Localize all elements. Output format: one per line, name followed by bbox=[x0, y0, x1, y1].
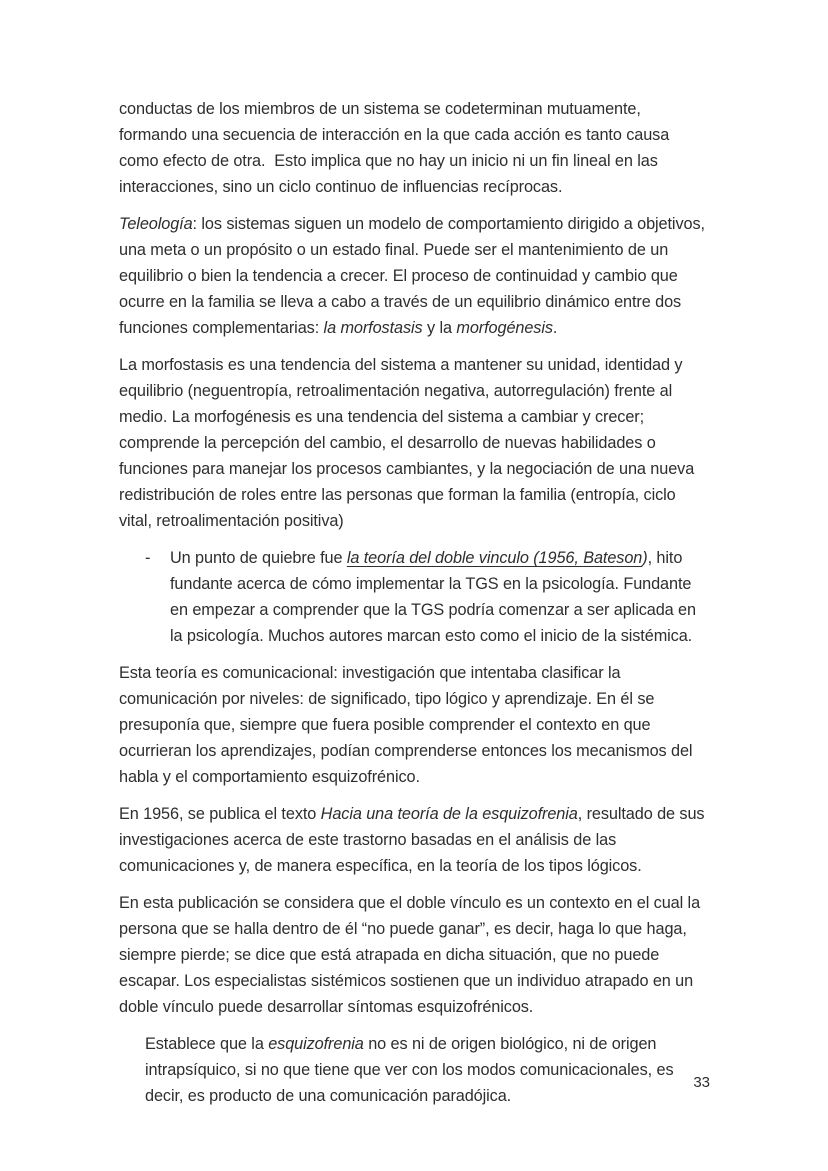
text-run: . bbox=[552, 319, 558, 337]
paragraph-publicacion-1956 bbox=[119, 801, 711, 879]
text-run: La morfostasis es una tendencia del sistema a mantener su unidad, identidad y equilibrio (neguentropía, retroalimentación negativa, autorregulación) frente al medio. La morfogénesis es una tendencia del sistema a cambiar y crecer; comprende la percepción del cambio, el desarrollo de nuevas habilidades o funciones para manejar los procesos cambiantes, y la negociación de una nueva redistribución de roles entre las personas que forman la familia (entropía, ciclo vital, retroalimentación positiva) bbox=[119, 356, 699, 530]
text-run: la teoría del doble vinculo (1956, Bateson bbox=[346, 549, 643, 567]
text-run: Hacia una teoría de la esquizofrenia bbox=[320, 805, 578, 823]
paragraph-morfostasis-morfogenesis bbox=[119, 352, 711, 534]
text-run: no es ni de origen biológico, ni de origen intrapsíquico, si no que tiene que ver con los modos comunicacionales, es decir, es producto de una comunicación paradójica. bbox=[145, 1035, 678, 1105]
text-run: En esta publicación se considera que el doble vínculo es un contexto en el cual la persona que se halla dentro de él “no puede ganar”, es decir, haga lo que haga, siempre pierde; se dice que está atrapada en dicha situación, que no puede escapar. Los especialistas sistémicos sostienen que un individuo atrapado en un doble vínculo puede desarrollar síntomas esquizofrénicos. bbox=[119, 894, 705, 1016]
paragraph-interaction-cycle bbox=[119, 96, 711, 200]
text-run: esquizofrenia bbox=[268, 1035, 364, 1053]
paragraph-esquizofrenia-origen bbox=[145, 1031, 711, 1109]
text-run: conductas de los miembros de un sistema se codeterminan mutuamente, formando una secuencia de interacción en la que cada acción es tanto causa como efecto de otra. Esto implica que no hay un inicio ni un fin lineal en las interacciones, sino un ciclo continuo de influencias recíprocas. bbox=[119, 100, 674, 196]
text-run: la morfostasis bbox=[323, 319, 423, 337]
text-run: Establece que la bbox=[145, 1035, 269, 1053]
text-run: , resultado de sus investigaciones acerca de este trastorno basadas en el análisis de las comunicaciones y, de manera específica, en la teoría de los tipos lógicos. bbox=[119, 805, 709, 875]
text-run: ) bbox=[642, 549, 648, 567]
text-run: Esta teoría es comunicacional: investigación que intentaba clasificar la comunicación por niveles: de significado, tipo lógico y aprendizaje. En él se presuponía que, siempre que fuera posible comprender el contexto en que ocurrieran los aprendizajes, podían comprenderse entonces los mecanismos del habla y el comportamiento esquizofrénico. bbox=[119, 664, 697, 786]
bullet-dash-marker: - bbox=[145, 549, 151, 567]
text-run: Teleología bbox=[119, 215, 193, 233]
bullet-item-doble-vinculo bbox=[119, 545, 711, 649]
text-run: , hito fundante acerca de cómo implementar la TGS en la psicología. Fundante en empezar a comprender que la TGS podría comenzar a ser aplicada en la psicología. Muchos autores marcan esto como el inicio de la sistémica. bbox=[170, 549, 701, 645]
paragraph-doble-vinculo-contexto bbox=[119, 890, 711, 1020]
page-number: 33 bbox=[693, 1074, 710, 1091]
text-run: : los sistemas siguen un modelo de comportamiento dirigido a objetivos, una meta o un propósito o un estado final. Puede ser el mantenimiento de un equilibrio o bien la tendencia a crecer. El proceso de continuidad y cambio que ocurre en la familia se lleva a cabo a través de un equilibrio dinámico entre dos funciones complementarias: bbox=[119, 215, 710, 337]
bullet-item-text bbox=[170, 545, 711, 649]
paragraph-teleologia bbox=[119, 211, 711, 341]
text-run: y la bbox=[422, 319, 457, 337]
text-run: En 1956, se publica el texto bbox=[119, 805, 321, 823]
text-run: morfogénesis bbox=[456, 319, 553, 337]
document-body bbox=[119, 96, 711, 1120]
text-run: Un punto de quiebre fue bbox=[170, 549, 347, 567]
paragraph-teoria-comunicacional bbox=[119, 660, 711, 790]
